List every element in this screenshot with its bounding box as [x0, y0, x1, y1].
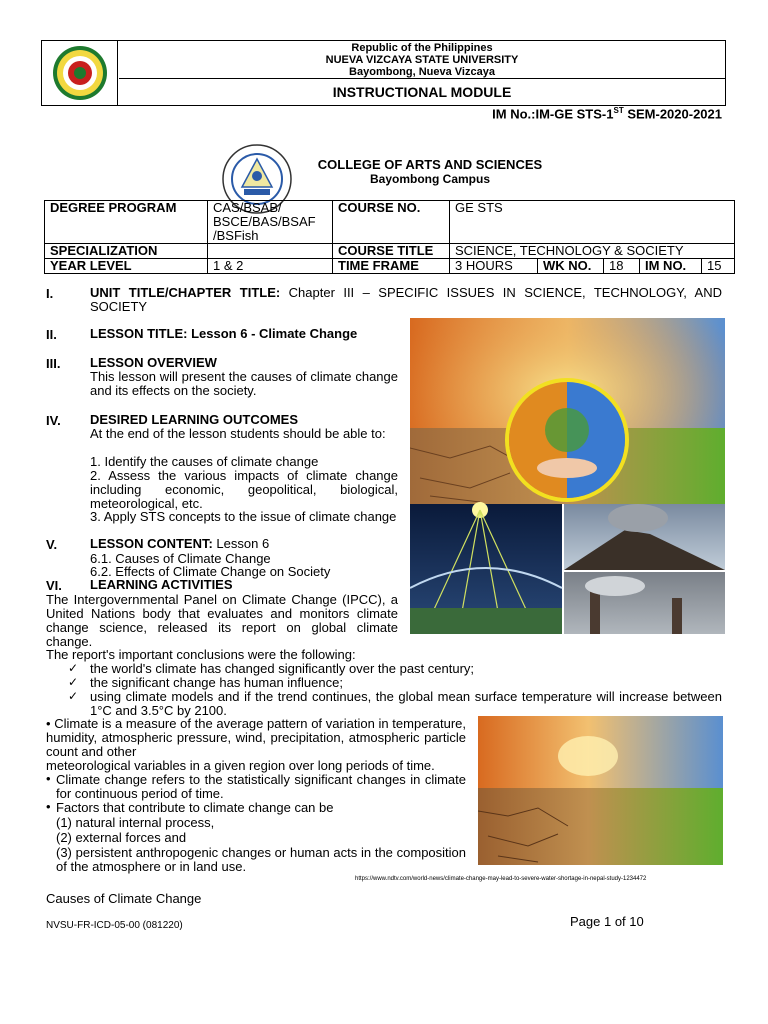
- factor-2: (2) external forces and: [56, 830, 187, 845]
- degree-program-label: DEGREE PROGRAM: [45, 201, 208, 244]
- course-no-value: GE STS: [450, 201, 735, 244]
- university-location: Bayombong, Nueva Vizcaya: [349, 66, 495, 78]
- causes-heading: Causes of Climate Change: [46, 891, 202, 906]
- header-box: [41, 40, 726, 106]
- section-3-body: This lesson will present the causes of climate change and its effects on the society.: [90, 369, 398, 398]
- section-5-number: V.: [46, 537, 58, 552]
- week-no-label: WK NO.: [538, 259, 604, 274]
- section-2-number: II.: [46, 327, 57, 342]
- university-logo-cell: [42, 41, 118, 105]
- desert-vs-field-picture: [478, 716, 723, 865]
- content-item-2: 6.2. Effects of Climate Change on Society: [90, 564, 331, 579]
- course-title-label: COURSE TITLE: [333, 244, 450, 259]
- college-campus: Bayombong Campus: [369, 172, 490, 186]
- climate-change-collage: [410, 318, 725, 634]
- section-2-title: LESSON TITLE: Lesson 6 - Climate Change: [90, 326, 358, 341]
- degree-program-value: CAS/BSAB/ BSCE/BAS/BSAF /BSFish: [208, 201, 333, 244]
- time-frame-label: TIME FRAME: [333, 259, 450, 274]
- desert-vs-field-image: [478, 716, 723, 865]
- section-5: [90, 537, 269, 551]
- conclusion-2: the significant change has human influence;: [90, 675, 343, 690]
- section-5-label: LESSON CONTENT:: [90, 536, 213, 551]
- outcome-2: 2. Assess the various impacts of climate change including economic, geopolitical, biological, meteorological, etc.: [90, 468, 398, 511]
- section-4-intro: At the end of the lesson students should be able to:: [90, 426, 386, 441]
- section-6-number: VI.: [46, 578, 62, 593]
- section-1-text: Chapter III – SPECIFIC ISSUES IN SCIENCE, TECHNOLOGY, AND SOCIETY: [90, 285, 722, 314]
- section-1-label: UNIT TITLE/CHAPTER TITLE:: [90, 285, 281, 300]
- im-no-value: 15: [702, 259, 735, 274]
- bullet-icon: •: [46, 799, 51, 814]
- conclusions-intro: The report's important conclusions were the following:: [46, 647, 356, 662]
- outcome-3: 3. Apply STS concepts to the issue of climate change: [90, 509, 397, 524]
- bullet-icon: •: [46, 771, 51, 786]
- course-title-value: SCIENCE, TECHNOLOGY & SOCIETY: [450, 244, 735, 259]
- im-number: [492, 106, 722, 121]
- im-no-label: IM NO.: [640, 259, 702, 274]
- course-info-table: [44, 200, 735, 274]
- section-1: [90, 286, 722, 314]
- module-title: INSTRUCTIONAL MODULE: [332, 84, 512, 100]
- conclusion-1: the world's climate has changed significantly over the past century;: [90, 661, 475, 676]
- course-no-label: COURSE NO.: [333, 201, 450, 244]
- header-titles: [119, 41, 725, 79]
- footer-page-number: Page 1 of 10: [570, 914, 644, 929]
- college-heading: [280, 157, 580, 187]
- factors-intro: Factors that contribute to climate change can be: [56, 800, 334, 815]
- checkmark-icon: ✓: [68, 675, 79, 689]
- section-4-number: IV.: [46, 413, 61, 428]
- section-1-number: I.: [46, 286, 54, 301]
- factor-3: (3) persistent anthropogenic changes or human acts in the composition of the atmosphere or in land use.: [56, 845, 466, 874]
- checkmark-icon: ✓: [68, 689, 79, 703]
- college-name: COLLEGE OF ARTS AND SCIENCES: [317, 157, 543, 172]
- climate-definition-cont: meteorological variables in a given region over long periods of time.: [46, 758, 435, 773]
- climate-definition: • Climate is a measure of the average pattern of variation in temperature, humidity, atmospheric pressure, wind, precipitation, atmospheric particle count and other: [46, 716, 466, 759]
- conclusion-3: using climate models and if the trend continues, the global mean surface temperature will increase between 1°C and 3.5°C by 2100.: [90, 689, 722, 718]
- im-number-sup: ST: [613, 106, 624, 115]
- week-no-value: 18: [604, 259, 640, 274]
- section-3-title: LESSON OVERVIEW: [90, 355, 217, 370]
- university-logo: [42, 41, 118, 105]
- im-number-prefix: IM No.:IM-GE STS-1: [492, 106, 614, 122]
- image-source-caption: https://www.ndtv.com/world-news/climate-change-may-lead-to-severe-water-shortage-in-nepal-study-1234472: [355, 876, 647, 882]
- climate-change-definition: Climate change refers to the statistically significant changes in climate for continuous period of time.: [56, 772, 466, 801]
- time-frame-value: 3 HOURS: [450, 259, 538, 274]
- republic-text: Republic of the Philippines: [351, 42, 493, 54]
- section-3-number: III.: [46, 356, 61, 371]
- section-5-text: Lesson 6: [212, 536, 270, 551]
- footer-form-code: NVSU-FR-ICD-05-00 (081220): [46, 920, 183, 931]
- outcome-1: 1. Identify the causes of climate change: [90, 454, 319, 469]
- climate-collage-image: [410, 318, 725, 634]
- im-number-suffix: SEM-2020-2021: [623, 106, 722, 122]
- university-name: NUEVA VIZCAYA STATE UNIVERSITY: [325, 54, 519, 66]
- section-4-title: DESIRED LEARNING OUTCOMES: [90, 412, 299, 427]
- section-6-title: LEARNING ACTIVITIES: [90, 577, 233, 592]
- factor-1: (1) natural internal process,: [56, 815, 215, 830]
- content-item-1: 6.1. Causes of Climate Change: [90, 551, 271, 566]
- ipcc-paragraph: The Intergovernmental Panel on Climate Change (IPCC), a United Nations body that evaluates and monitors climate change science, released its report on global climate change.: [46, 592, 398, 649]
- year-level-label: YEAR LEVEL: [45, 259, 208, 274]
- year-level-value: 1 & 2: [208, 259, 333, 274]
- specialization-value: [208, 244, 333, 259]
- specialization-label: SPECIALIZATION: [45, 244, 208, 259]
- checkmark-icon: ✓: [68, 661, 79, 675]
